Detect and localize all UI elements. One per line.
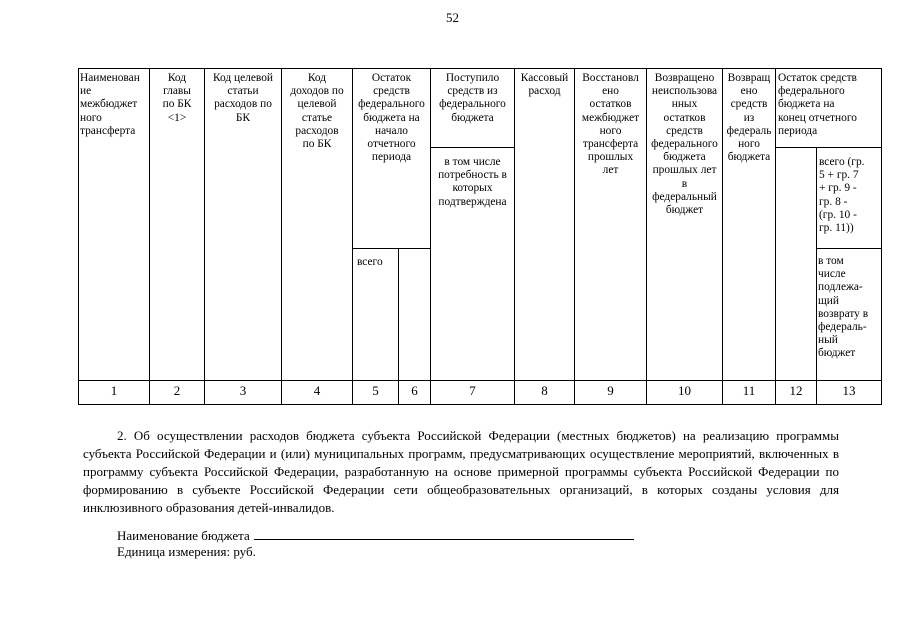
header-target-article-code: Код целевой статьи расходов по БК	[212, 72, 274, 124]
column-number: 9	[607, 383, 614, 398]
subheader-balance-total: всего	[357, 256, 383, 268]
budget-name-blank	[254, 527, 634, 540]
page-number: 52	[446, 10, 459, 25]
subheader-to-return: в том числе подлежа- щий возврату в федераль- ный бюджет	[818, 255, 869, 360]
column-number: 5	[372, 383, 379, 398]
column-number: 11	[742, 383, 756, 398]
column-number: 8	[541, 383, 548, 398]
unit-label: Единица измерения: руб.	[117, 544, 256, 559]
header-transfer-name: Наименован ие межбюджет ного трансферта	[80, 72, 140, 137]
header-income-code: Код доходов по целевой статье расходов по БК	[290, 72, 344, 151]
budget-name-label: Наименование бюджета	[117, 528, 250, 543]
subheader-confirmed-need: в том числе потребность в которых подтверждена	[438, 156, 507, 208]
header-chapter-code: Код главы по БК <1>	[162, 72, 192, 124]
header-received-funds: Поступило средств из федерального бюджета	[439, 72, 506, 124]
column-number: 4	[313, 383, 321, 398]
column-number: 1	[110, 383, 118, 398]
column-number: 6	[411, 383, 418, 398]
header-returned-unused: Возвращено неиспользова нных остатков средств федерального бюджета прошлых лет в федеральный бюджет	[651, 72, 718, 217]
column-number: 7	[469, 383, 476, 398]
column-number: 12	[789, 383, 803, 398]
column-number: 3	[239, 383, 247, 398]
header-restored-balances: Восстановл ено остатков межбюджет ного трансферта прошлых лет	[581, 72, 640, 177]
column-number: 13	[842, 383, 856, 398]
header-balance-start: Остаток средств федерального бюджета на начало отчетного периода	[358, 72, 425, 164]
subheader-end-total: всего (гр. 5 + гр. 7 + гр. 9 - гр. 8 - (гр. 10 - гр. 11))	[819, 156, 865, 235]
section-2-paragraph: 2. Об осуществлении расходов бюджета субъекта Российской Федерации (местных бюджетов) на реализацию программы субъекта Российской Федерации и (или) муниципальных программ, предусматривающих осуществление мероприятий, включенных в программу субъекта Российской Федерации, разработанную на основе примерной программы субъекта Российской Федерации по формированию в субъекте Российской Федерации сети общеобразовательных организаций, в которых созданы условия для инклюзивного образования детей-инвалидов.	[83, 428, 839, 515]
column-number: 10	[678, 383, 691, 398]
header-balance-end: Остаток средств федерального бюджета на конец отчетного периода	[778, 72, 857, 137]
column-number: 2	[173, 383, 181, 398]
header-cash-expense: Кассовый расход	[520, 72, 569, 98]
header-returned-from-federal: Возвращ ено средств из федераль ного бюджета	[726, 72, 772, 164]
